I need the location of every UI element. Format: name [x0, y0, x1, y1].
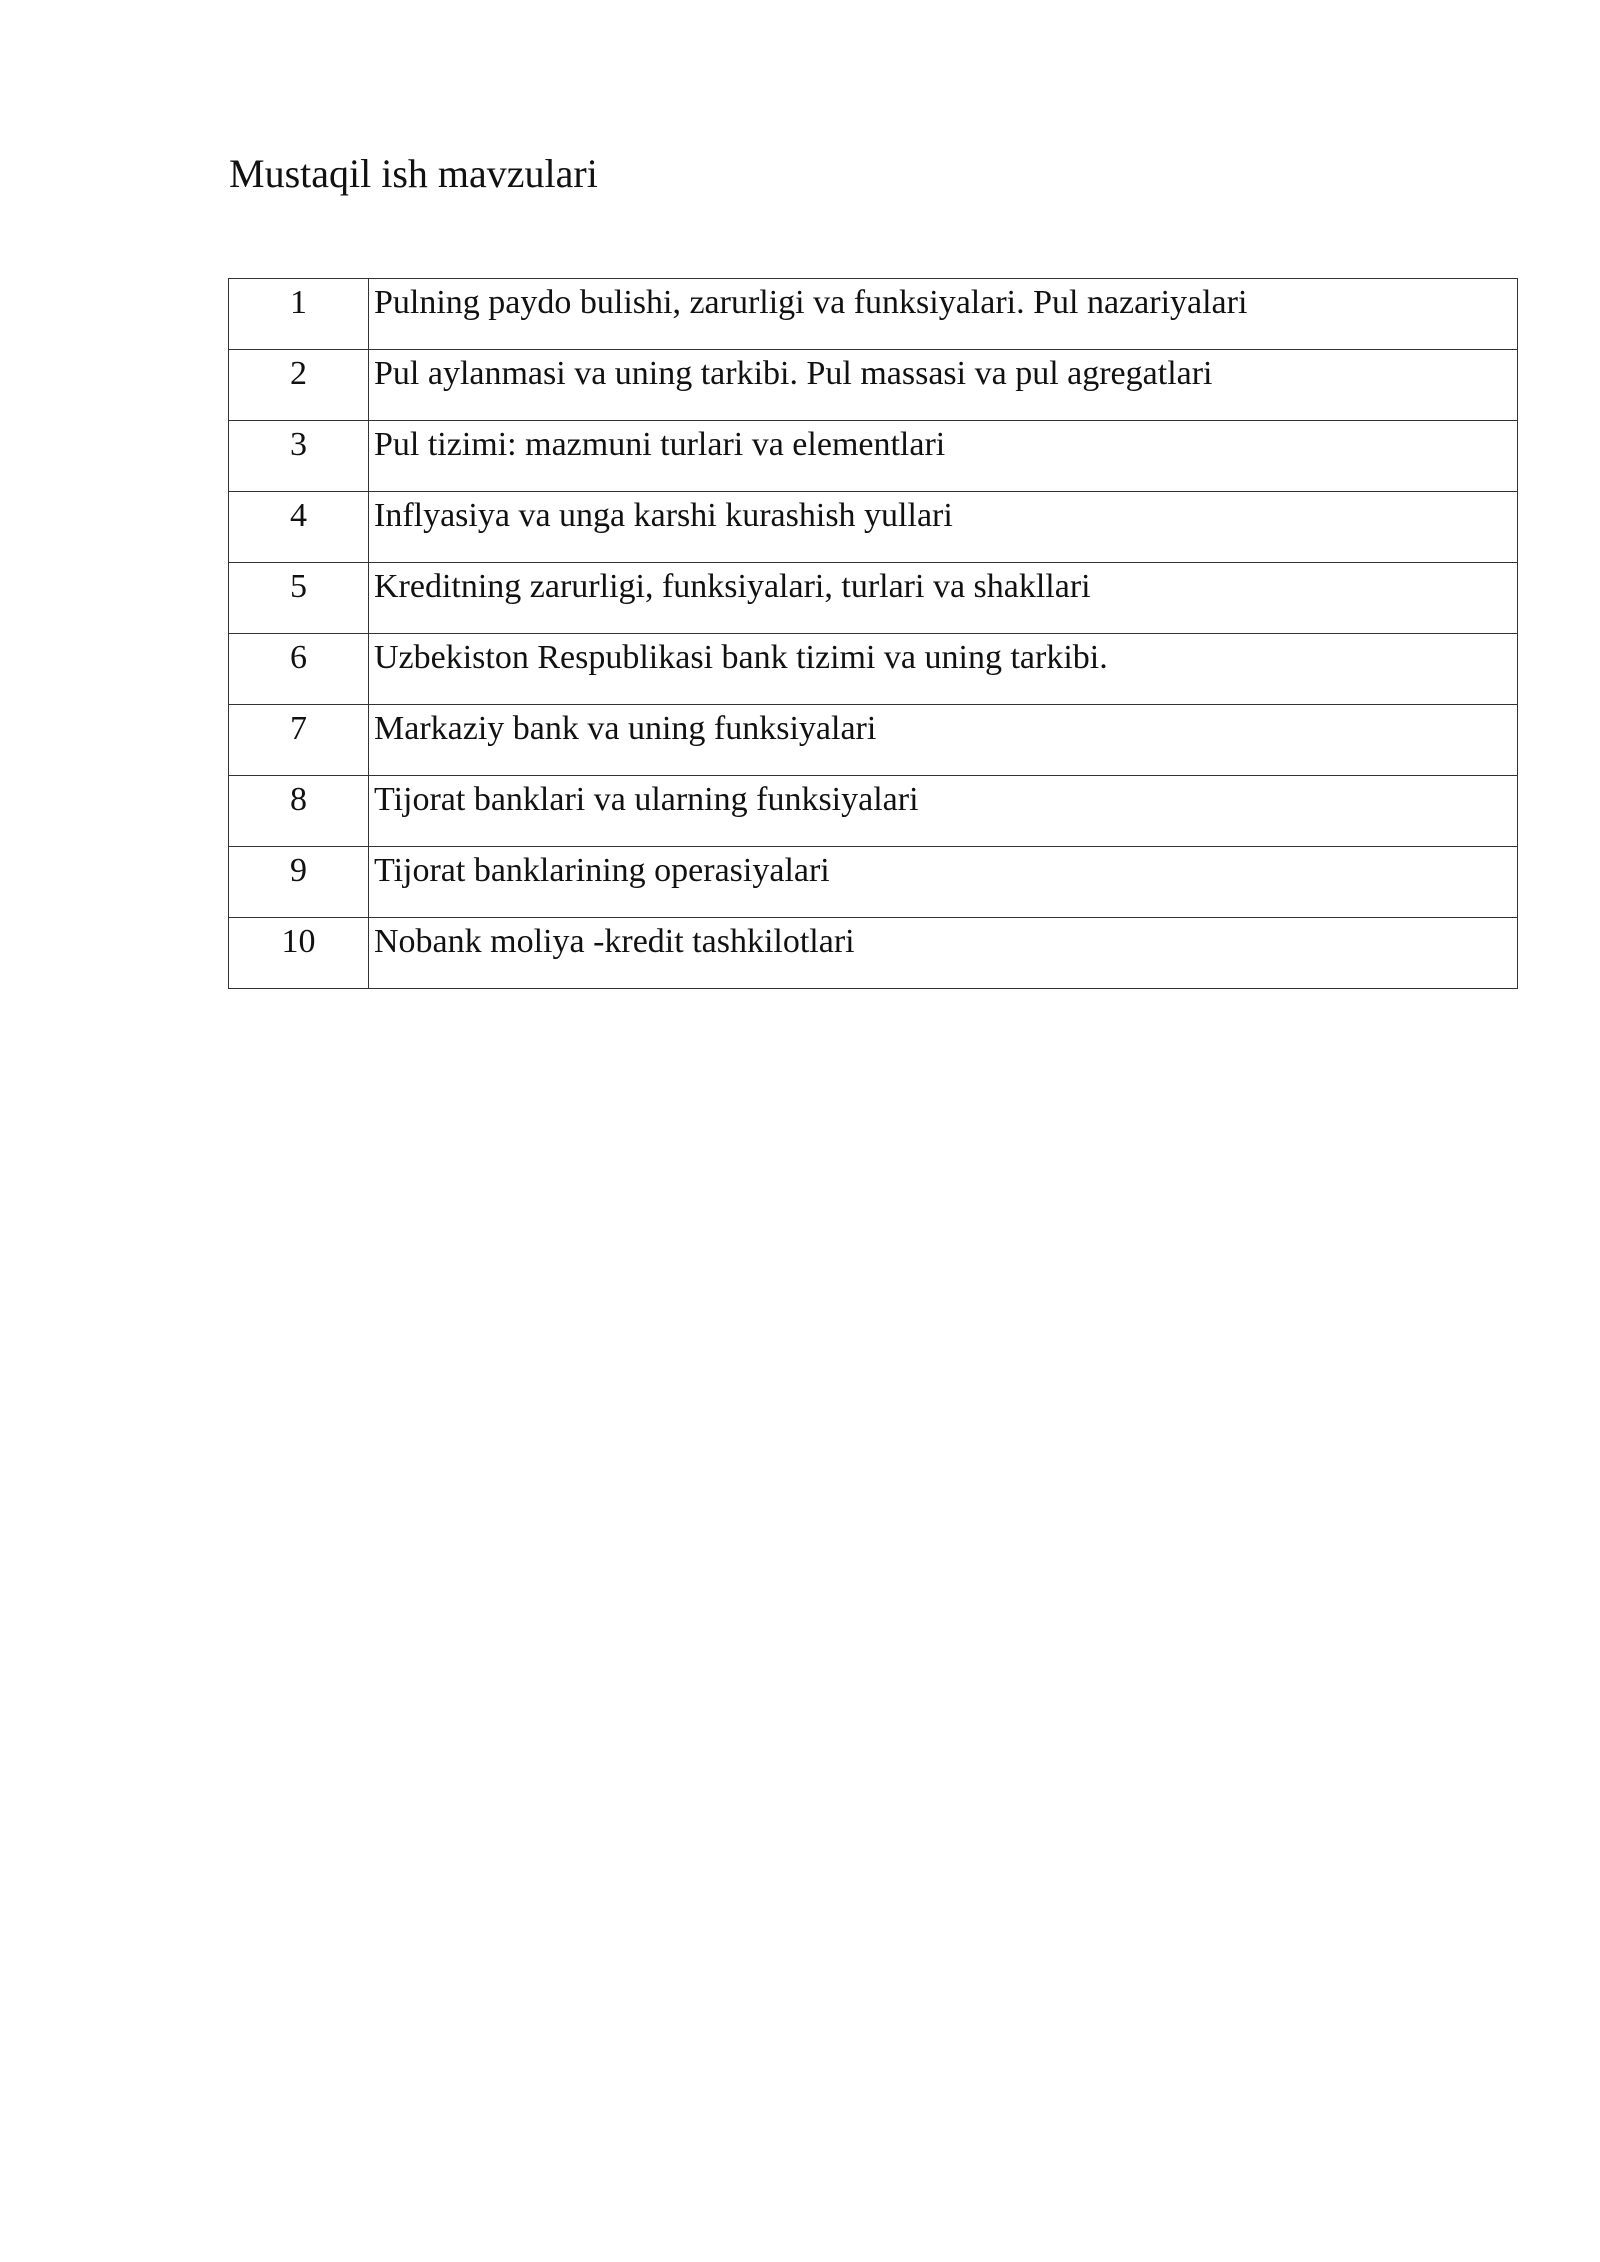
- page-title: Mustaqil ish mavzulari: [229, 151, 598, 196]
- topic-text: Nobank moliya -kredit tashkilotlari: [369, 918, 1518, 989]
- row-number: 6: [229, 634, 369, 705]
- topic-text: Inflyasiya va unga karshi kurashish yullari: [369, 492, 1518, 563]
- row-number: 8: [229, 776, 369, 847]
- table-row: [229, 279, 1518, 350]
- row-number: 5: [229, 563, 369, 634]
- table-row: [229, 563, 1518, 634]
- row-number: 10: [229, 918, 369, 989]
- topic-text: Uzbekiston Respublikasi bank tizimi va uning tarkibi.: [369, 634, 1518, 705]
- topic-text: Tijorat banklari va ularning funksiyalari: [369, 776, 1518, 847]
- row-number: 4: [229, 492, 369, 563]
- topic-text: Pul aylanmasi va uning tarkibi. Pul massasi va pul agregatlari: [369, 350, 1518, 421]
- row-number: 9: [229, 847, 369, 918]
- table-row: [229, 918, 1518, 989]
- table-row: [229, 634, 1518, 705]
- topic-text: Markaziy bank va uning funksiyalari: [369, 705, 1518, 776]
- topic-text: Kreditning zarurligi, funksiyalari, turlari va shakllari: [369, 563, 1518, 634]
- row-number: 3: [229, 421, 369, 492]
- topics-table: [228, 278, 1518, 989]
- topic-text: Pulning paydo bulishi, zarurligi va funksiyalari. Pul nazariyalari: [369, 279, 1518, 350]
- table-row: [229, 421, 1518, 492]
- row-number: 7: [229, 705, 369, 776]
- table-row: [229, 492, 1518, 563]
- topic-text: Pul tizimi: mazmuni turlari va elementlari: [369, 421, 1518, 492]
- row-number: 1: [229, 279, 369, 350]
- topic-text: Tijorat banklarining operasiyalari: [369, 847, 1518, 918]
- table-row: [229, 847, 1518, 918]
- table-row: [229, 350, 1518, 421]
- table-row: [229, 776, 1518, 847]
- row-number: 2: [229, 350, 369, 421]
- table-row: [229, 705, 1518, 776]
